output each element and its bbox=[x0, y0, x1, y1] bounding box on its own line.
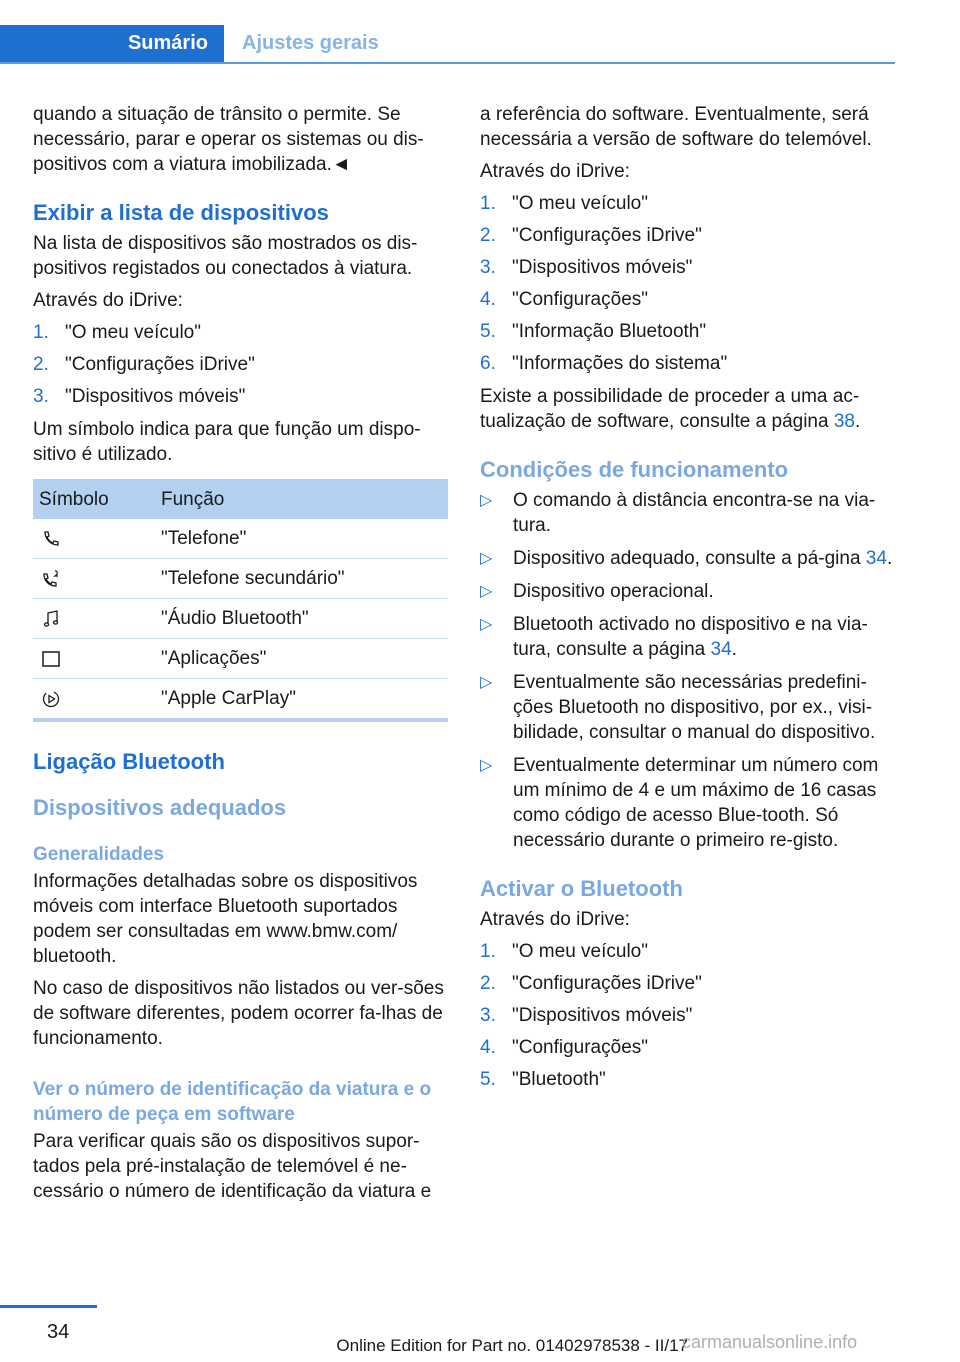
list-item: 2. "Configurações iDrive" bbox=[33, 354, 255, 375]
conditions-list bbox=[480, 488, 895, 853]
heading-bluetooth-connection: Ligação Bluetooth bbox=[33, 749, 225, 774]
case-paragraph: No caso de dispositivos não listados ou ver-sões de software diferentes, podem ocorrer fa-lhas de funcionamento. bbox=[33, 978, 444, 1049]
list-item: ▷ Bluetooth activado no dispositivo e na via-tura, consulte a página 34. bbox=[480, 614, 868, 660]
list-item: ▷ Dispositivo operacional. bbox=[480, 581, 714, 602]
bullet-triangle-icon: ▷ bbox=[480, 616, 493, 633]
tab-general-settings[interactable]: Ajustes gerais bbox=[242, 32, 379, 54]
steps-list bbox=[480, 939, 895, 1092]
list-item: 1. "O meu veículo" bbox=[33, 322, 201, 343]
bullet-triangle-icon: ▷ bbox=[480, 583, 493, 600]
continuation-paragraph: a referência do software. Eventualmente, será necessária a versão de software do telemóvel. bbox=[480, 104, 872, 150]
list-item: ▷ Dispositivo adequado, consulte a pá-gina 34. bbox=[480, 548, 893, 569]
list-item: ▷ O comando à distância encontra-se na via-tura. bbox=[480, 490, 876, 536]
heading-general: Generalidades bbox=[33, 844, 164, 865]
list-item: 2. "Configurações iDrive" bbox=[480, 973, 702, 994]
list-item: 4. "Configurações" bbox=[480, 1037, 649, 1058]
list-item: 4. "Configurações" bbox=[480, 289, 649, 310]
via-idrive-label: Através do iDrive: bbox=[480, 909, 630, 930]
device-list-paragraph: Na lista de dispositivos são mostrados os dis-positivos registados ou conectados à viatura. bbox=[33, 233, 418, 279]
table-row: "Aplicações" bbox=[33, 639, 448, 679]
list-item: ▷ Eventualmente determinar um número com um mínimo de 4 e um máximo de 16 casas como código de acesso Blue-tooth. Só necessário durante o primeiro re-gisto. bbox=[480, 755, 879, 851]
left-column bbox=[33, 102, 448, 1211]
heading-device-list: Exibir a lista de dispositivos bbox=[33, 200, 329, 225]
via-idrive-label: Através do iDrive: bbox=[480, 161, 630, 182]
list-item: 1. "O meu veículo" bbox=[480, 941, 648, 962]
square-icon bbox=[41, 649, 61, 669]
list-item: 5. "Informação Bluetooth" bbox=[480, 321, 707, 342]
verify-paragraph: Para verificar quais são os dispositivos supor-tados pela pré-instalação de telemóvel é ne-cessário o número de identificação da viatura e bbox=[33, 1131, 432, 1202]
list-item: 3. "Dispositivos móveis" bbox=[480, 257, 693, 278]
table-row: "Apple CarPlay" bbox=[33, 679, 448, 721]
list-item: 3. "Dispositivos móveis" bbox=[480, 1005, 693, 1026]
table-header-row bbox=[33, 479, 448, 519]
intro-paragraph: quando a situação de trânsito o permite. Se necessário, parar e operar os sistemas ou dis-positivos com a viatura imobilizada.◄ bbox=[33, 104, 424, 175]
page-link[interactable]: 38 bbox=[833, 411, 855, 432]
music-note-icon bbox=[41, 609, 61, 629]
table-row: "Áudio Bluetooth" bbox=[33, 599, 448, 639]
bullet-triangle-icon: ▷ bbox=[480, 757, 493, 774]
column-header-symbol: Símbolo bbox=[33, 479, 161, 519]
list-item: 2. "Configurações iDrive" bbox=[480, 225, 702, 246]
heading-suitable-devices: Dispositivos adequados bbox=[33, 795, 287, 820]
list-item: 1. "O meu veículo" bbox=[480, 193, 648, 214]
info-paragraph: Informações detalhadas sobre os dispositivos móveis com interface Bluetooth suportados podem ser consultadas em www.bmw.com/ bluetooth. bbox=[33, 871, 418, 967]
right-column bbox=[480, 102, 895, 1100]
page-link[interactable]: 34 bbox=[865, 548, 887, 569]
table-row: "Telefone secundário" bbox=[33, 559, 448, 599]
bullet-triangle-icon: ▷ bbox=[480, 674, 493, 691]
secondary-phone-icon bbox=[41, 569, 61, 589]
carplay-icon bbox=[41, 689, 61, 709]
list-item: 3. "Dispositivos móveis" bbox=[33, 386, 246, 407]
edition-text: Online Edition for Part no. 01402978538 - II/17 bbox=[336, 1336, 688, 1355]
tab-summary[interactable]: Sumário bbox=[0, 25, 224, 62]
watermark: carmanualsonline.info bbox=[682, 1332, 858, 1352]
steps-list bbox=[33, 320, 448, 409]
page-number: 34 bbox=[47, 1321, 70, 1343]
via-idrive-label: Através do iDrive: bbox=[33, 290, 183, 311]
list-item: 5. "Bluetooth" bbox=[480, 1069, 606, 1090]
table-row: "Telefone" bbox=[33, 519, 448, 559]
symbol-table bbox=[33, 479, 448, 722]
column-header-function: Função bbox=[161, 479, 448, 519]
heading-operating-conditions: Condições de funcionamento bbox=[480, 457, 789, 482]
heading-identification: Ver o número de identificação da viatura e o número de peça em software bbox=[33, 1079, 432, 1125]
update-paragraph: Existe a possibilidade de proceder a uma ac-tualização de software, consulte a página 38. bbox=[480, 386, 861, 432]
symbol-paragraph: Um símbolo indica para que função um dispo-sitivo é utilizado. bbox=[33, 419, 421, 465]
list-item: ▷ Eventualmente são necessárias predefini-ções Bluetooth no dispositivo, por ex., visi-bilidade, consultar o manual do dispositivo. bbox=[480, 672, 876, 743]
page-link[interactable]: 34 bbox=[710, 639, 732, 660]
bullet-triangle-icon: ▷ bbox=[480, 492, 493, 509]
heading-activate-bluetooth: Activar o Bluetooth bbox=[480, 876, 683, 901]
phone-icon bbox=[41, 529, 61, 549]
steps-list bbox=[480, 191, 895, 376]
page-header bbox=[0, 25, 895, 64]
list-item: 6. "Informações do sistema" bbox=[480, 353, 728, 374]
footer-rule bbox=[0, 1305, 97, 1308]
bullet-triangle-icon: ▷ bbox=[480, 550, 493, 567]
